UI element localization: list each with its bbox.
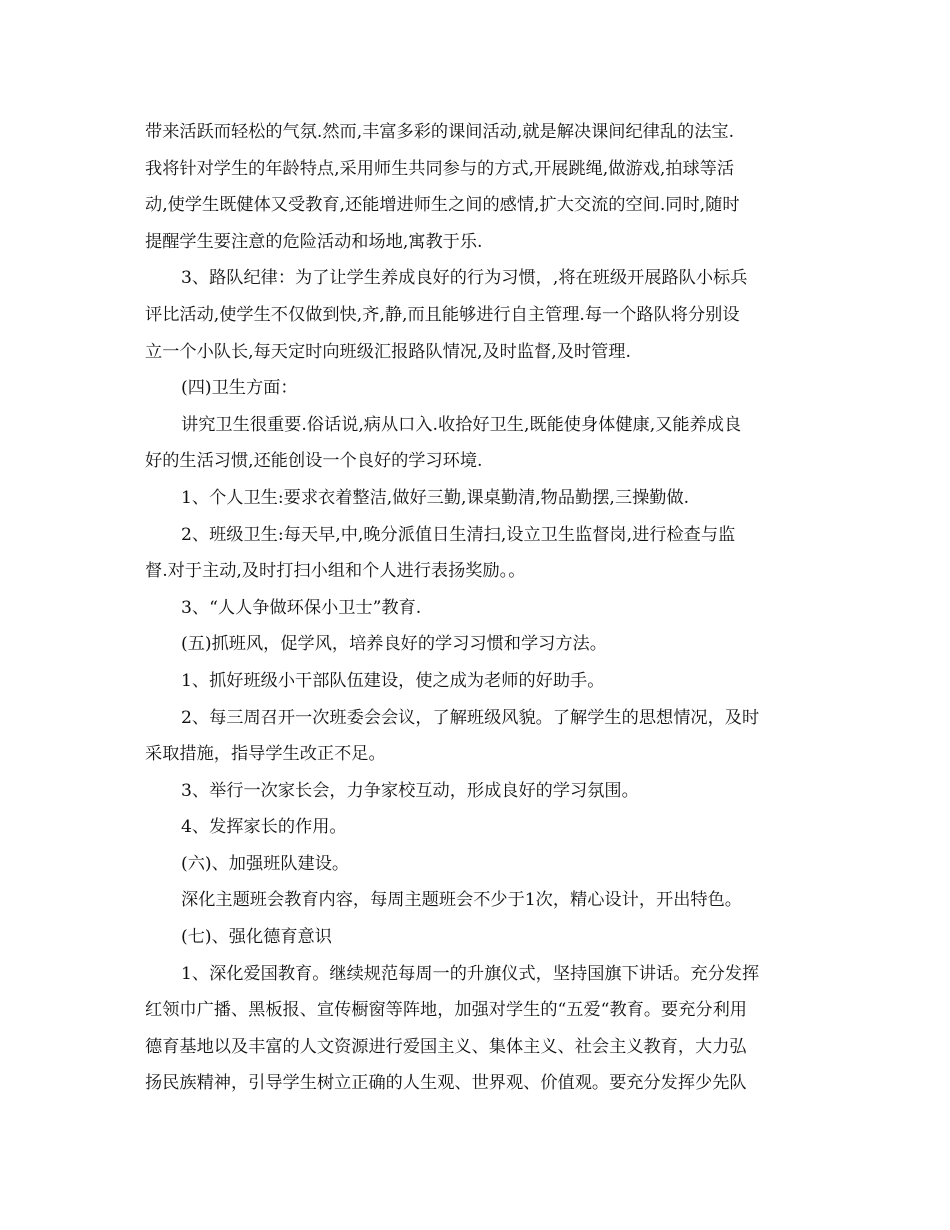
section-heading: (四)卫生方面： bbox=[181, 378, 298, 399]
text-line: 讲究卫生很重要.俗话说,病从口入.收拾好卫生,既能使身体健康,又能养成良 bbox=[181, 414, 742, 435]
text-line: 3、“人人争做环保小卫士”教育. bbox=[181, 597, 422, 618]
text-line: 我将针对学生的年龄特点,采用师生共同参与的方式,开展跳绳,做游戏,拍球等活 bbox=[145, 158, 735, 179]
section-heading: (五)抓班风，促学风，培养良好的学习习惯和学习方法。 bbox=[181, 634, 607, 655]
text-line: 评比活动,使学生不仅做到快,齐,静,而且能够进行自主管理.每一个路队将分别设 bbox=[145, 304, 740, 325]
text-line: 2、班级卫生:每天早,中,晚分派值日生清扫,设立卫生监督岗,进行检查与监 bbox=[181, 524, 736, 545]
text-line: 4、发挥家长的作用。 bbox=[181, 817, 347, 838]
text-line: 1、个人卫生:要求衣着整洁,做好三勤,课桌勤清,物品勤摆,三操勤做. bbox=[181, 487, 690, 508]
text-line: 红领巾广播、黑板报、宣传橱窗等阵地，加强对学生的“五爱“教育。要充分利用 bbox=[145, 1000, 747, 1021]
document-body bbox=[145, 114, 810, 1102]
text-line: 采取措施，指导学生改正不足。 bbox=[145, 744, 386, 765]
text-line: 好的生活习惯,还能创设一个良好的学习环境. bbox=[145, 451, 483, 472]
section-heading: (七)、强化德育意识 bbox=[181, 927, 332, 948]
text-line: 2、每三周召开一次班委会会议，了解班级风貌。了解学生的思想情况，及时 bbox=[181, 707, 760, 728]
text-line: 3、路队纪律：为了让学生养成良好的行为习惯，,将在班级开展路队小标兵 bbox=[181, 268, 748, 289]
text-line: 提醒学生要注意的危险活动和场地,寓教于乐. bbox=[145, 231, 483, 252]
text-line: 带来活跃而轻松的气氛.然而,丰富多彩的课间活动,就是解决课间纪律乱的法宝. bbox=[145, 122, 735, 142]
text-line: 督.对于主动,及时打扫小组和个人进行表扬奖励。。 bbox=[145, 561, 526, 582]
text-line: 立一个小队长,每天定时向班级汇报路队情况,及时监督,及时管理. bbox=[145, 341, 631, 362]
text-line: 1、抓好班级小干部队伍建设，使之成为老师的好助手。 bbox=[181, 670, 605, 691]
section-heading: (六)、加强班队建设。 bbox=[181, 853, 350, 874]
text-line: 深化主题班会教育内容，每周主题班会不少于1次，精心设计，开出特色。 bbox=[181, 890, 742, 911]
text-line: 德育基地以及丰富的人文资源进行爱国主义、集体主义、社会主义教育，大力弘 bbox=[145, 1036, 747, 1057]
text-line: 扬民族精神，引导学生树立正确的人生观、世界观、价值观。要充分发挥少先队 bbox=[145, 1073, 747, 1094]
text-line: 1、深化爱国教育。继续规范每周一的升旗仪式，坚持国旗下讲话。充分发挥 bbox=[181, 963, 760, 984]
text-line: 3、举行一次家长会，力争家校互动，形成良好的学习氛围。 bbox=[181, 780, 639, 801]
text-line: 动,使学生既健体又受教育,还能增进师生之间的感情,扩大交流的空间.同时,随时 bbox=[145, 195, 740, 216]
